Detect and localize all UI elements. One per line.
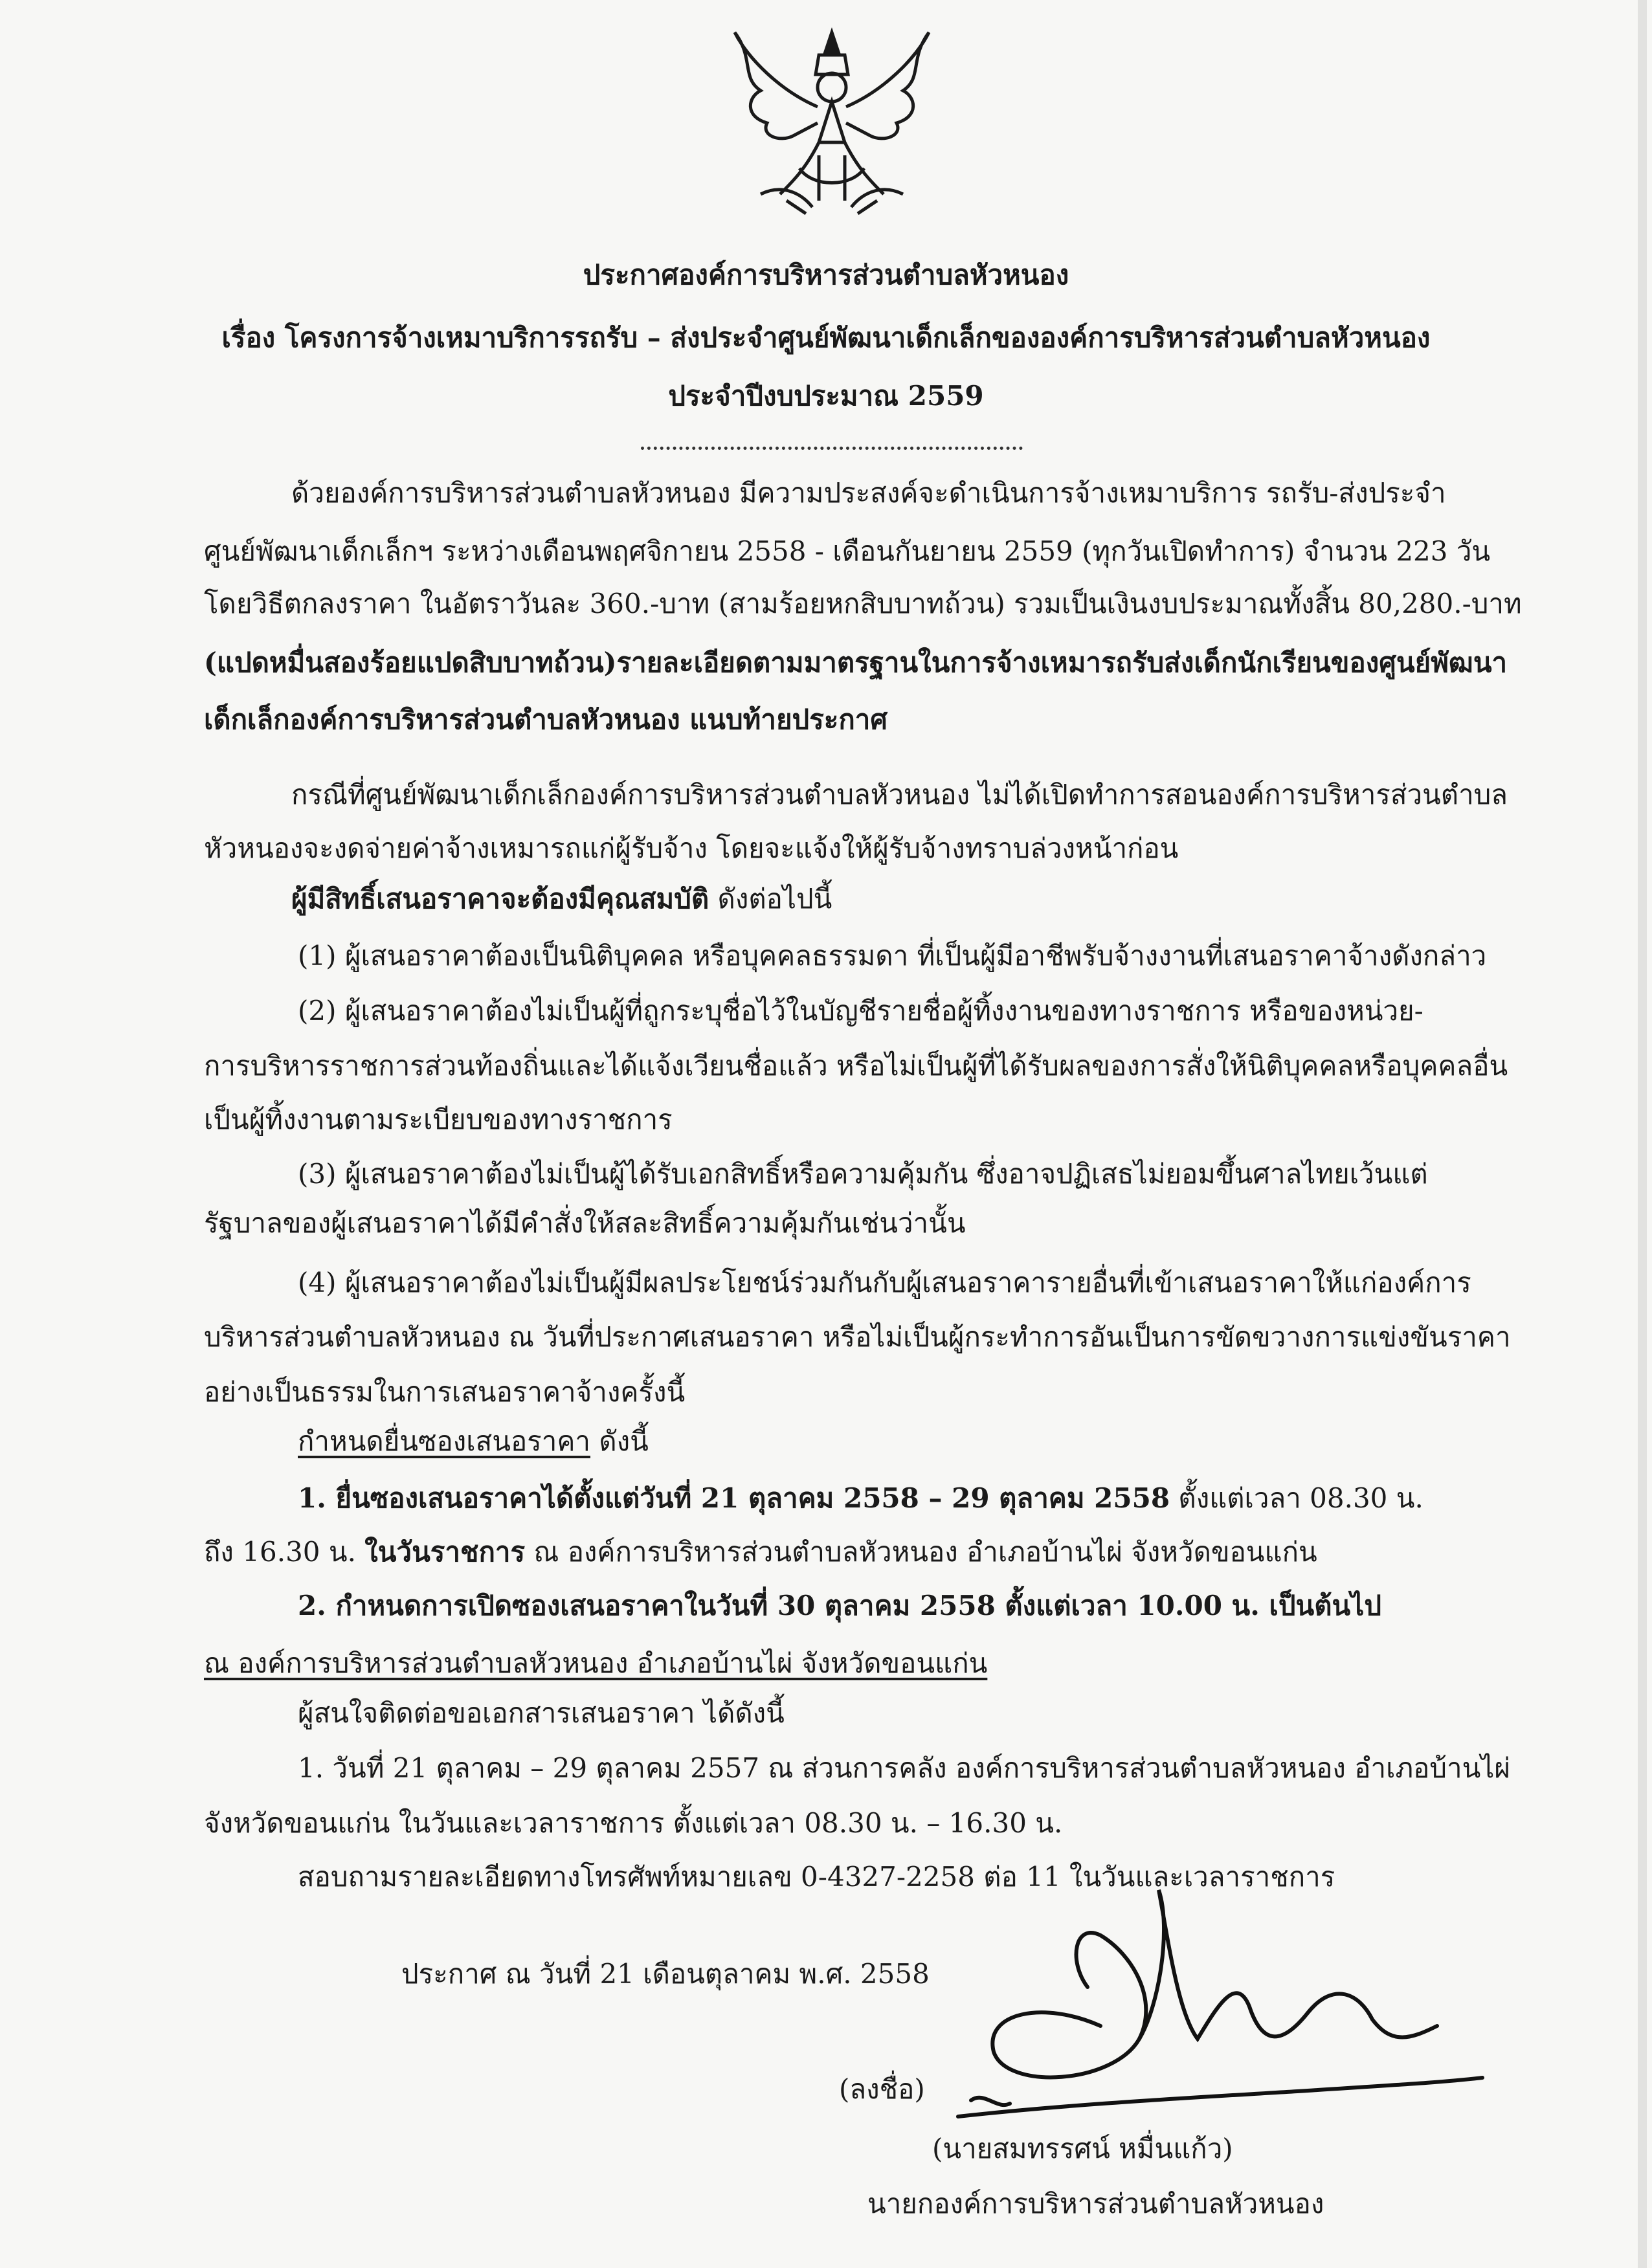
- announcement-title: ประกาศองค์การบริหารส่วนตำบลหัวหนอง: [583, 259, 1069, 291]
- schedule-item-2: 2. กำหนดการเปิดซองเสนอราคาในวันที่ 30 ตุลาคม 2558 ตั้งแต่เวลา 10.00 น. เป็นต้นไป: [298, 1590, 1382, 1621]
- para1-line-2: ศูนย์พัฒนาเด็กเล็กฯ ระหว่างเดือนพฤศจิกายน 2558 - เดือนกันยายน 2559 (ทุกวันเปิดทำการ) จำนวน 223 วัน: [204, 535, 1491, 567]
- qualification-4-line-2: บริหารส่วนตำบลหัวหนอง ณ วันที่ประกาศเสนอราคา หรือไม่เป็นผู้กระทำการอันเป็นการขัดขวางการแข่งขันราคา: [204, 1321, 1511, 1353]
- para2-line-1: กรณีที่ศูนย์พัฒนาเด็กเล็กองค์การบริหารส่วนตำบลหัวหนอง ไม่ได้เปิดทำการสอนองค์การบริหารส่วนตำบล: [291, 779, 1508, 810]
- schedule-item-2-place: ณ องค์การบริหารส่วนตำบลหัวหนอง อำเภอบ้านไผ่ จังหวัดขอนแก่น: [204, 1647, 988, 1679]
- signatory-name: (นายสมทรรศน์ หมื่นแก้ว): [932, 2133, 1233, 2164]
- signed-label: (ลงชื่อ): [839, 2073, 925, 2105]
- qualification-3-line-2: รัฐบาลของผู้เสนอราคาได้มีคำสั่งให้สละสิทธิ์ความคุ้มกันเช่นว่านั้น: [204, 1207, 966, 1239]
- para1-line-3: โดยวิธีตกลงราคา ในอัตราวันละ 360.-บาท (สามร้อยหกสิบบาทถ้วน) รวมเป็นเงินงบประมาณทั้งสิ้น 80,280.-บาท: [204, 588, 1522, 619]
- para1-line-5: เด็กเล็กองค์การบริหารส่วนตำบลหัวหนอง แนบท้ายประกาศ: [204, 704, 888, 735]
- title-divider: [641, 447, 1023, 450]
- schedule-heading-underlined: กำหนดยื่นซองเสนอราคา: [298, 1425, 590, 1457]
- schedule-heading-rest: ดังนี้: [590, 1425, 649, 1457]
- qualification-4-line-3: อย่างเป็นธรรมในการเสนอราคาจ้างครั้งนี้: [204, 1376, 686, 1408]
- qualification-2-line-2: การบริหารราชการส่วนท้องถิ่นและได้แจ้งเวียนชื่อแล้ว หรือไม่เป็นผู้ที่ได้รับผลของการสั่งให้นิติบุคคลหรือบุคคลอื่น: [204, 1050, 1508, 1082]
- schedule-item-1-working-days: ในวันราชการ: [364, 1536, 526, 1568]
- schedule-item-1-line-1: [298, 1479, 1423, 1518]
- schedule-item-1-end-time: ถึง 16.30 น.: [204, 1536, 365, 1568]
- qualifications-heading-bold: ผู้มีสิทธิ์เสนอราคาจะต้องมีคุณสมบัติ: [291, 883, 709, 915]
- schedule-item-1-time: ตั้งแต่เวลา 08.30 น.: [1170, 1482, 1423, 1514]
- para1-line-4: (แปดหมื่นสองร้อยแปดสิบบาทถ้วน)รายละเอียดตามมาตรฐานในการจ้างเหมารถรับส่งเด็กนักเรียนของศูนย์พัฒนา: [204, 647, 1508, 678]
- contact-item-1-line-1: 1. วันที่ 21 ตุลาคม – 29 ตุลาคม 2557 ณ ส่วนการคลัง องค์การบริหารส่วนตำบลหัวหนอง อำเภอบ้านไผ่: [298, 1752, 1511, 1784]
- announce-date: ประกาศ ณ วันที่ 21 เดือนตุลาคม พ.ศ. 2558: [401, 1958, 930, 1990]
- qualification-2-line-3: เป็นผู้ทิ้งงานตามระเบียบของทางราชการ: [204, 1104, 673, 1135]
- qualifications-heading-rest: ดังต่อไปนี้: [709, 883, 832, 915]
- scan-edge: [1638, 0, 1647, 2268]
- qualifications-heading: [291, 880, 832, 918]
- garuda-emblem-icon: [722, 19, 942, 220]
- contact-heading: ผู้สนใจติดต่อขอเอกสารเสนอราคา ได้ดังนี้: [298, 1697, 785, 1729]
- schedule-item-1-place: ณ องค์การบริหารส่วนตำบลหัวหนอง อำเภอบ้านไผ่ จังหวัดขอนแก่น: [525, 1536, 1317, 1568]
- contact-item-1-line-2: จังหวัดขอนแก่น ในวันและเวลาราชการ ตั้งแต่เวลา 08.30 น. – 16.30 น.: [204, 1807, 1063, 1839]
- qualification-2-line-1: (2) ผู้เสนอราคาต้องไม่เป็นผู้ที่ถูกระบุชื่อไว้ในบัญชีรายชื่อผู้ทิ้งงานของทางราชการ หรือของหน่วย-: [298, 995, 1423, 1027]
- para2-line-2: หัวหนองจะงดจ่ายค่าจ้างเหมารถแก่ผู้รับจ้าง โดยจะแจ้งให้ผู้รับจ้างทราบล่วงหน้าก่อน: [204, 832, 1179, 864]
- handwritten-signature-icon: [945, 1877, 1495, 2155]
- para1-line-1: ด้วยองค์การบริหารส่วนตำบลหัวหนอง มีความประสงค์จะดำเนินการจ้างเหมาบริการ รถรับ-ส่งประจำ: [291, 477, 1446, 509]
- fiscal-year: ประจำปีงบประมาณ 2559: [668, 380, 984, 412]
- announcement-subject: เรื่อง โครงการจ้างเหมาบริการรถรับ – ส่งประจำศูนย์พัฒนาเด็กเล็กขององค์การบริหารส่วนตำบลหัวหนอง: [221, 322, 1431, 353]
- signatory-position: นายกองค์การบริหารส่วนตำบลหัวหนอง: [867, 2188, 1324, 2219]
- qualification-3-line-1: (3) ผู้เสนอราคาต้องไม่เป็นผู้ได้รับเอกสิทธิ์หรือความคุ้มกัน ซึ่งอาจปฏิเสธไม่ยอมขึ้นศาลไทยเว้นแต่: [298, 1158, 1428, 1190]
- contact-phone: สอบถามรายละเอียดทางโทรศัพท์หมายเลข 0-4327-2258 ต่อ 11 ในวันและเวลาราชการ: [298, 1861, 1335, 1893]
- schedule-item-1-line-2: [204, 1533, 1317, 1572]
- qualification-4-line-1: (4) ผู้เสนอราคาต้องไม่เป็นผู้มีผลประโยชน์ร่วมกันกับผู้เสนอราคารายอื่นที่เข้าเสนอราคาให้แก่องค์การ: [298, 1267, 1471, 1298]
- qualification-1: (1) ผู้เสนอราคาต้องเป็นนิติบุคคล หรือบุคคลธรรมดา ที่เป็นผู้มีอาชีพรับจ้างงานที่เสนอราคาจ้างดังกล่าว: [298, 940, 1487, 972]
- schedule-item-1-dates: 1. ยื่นซองเสนอราคาได้ตั้งแต่วันที่ 21 ตุลาคม 2558 – 29 ตุลาคม 2558: [298, 1482, 1170, 1514]
- schedule-heading: [298, 1422, 649, 1461]
